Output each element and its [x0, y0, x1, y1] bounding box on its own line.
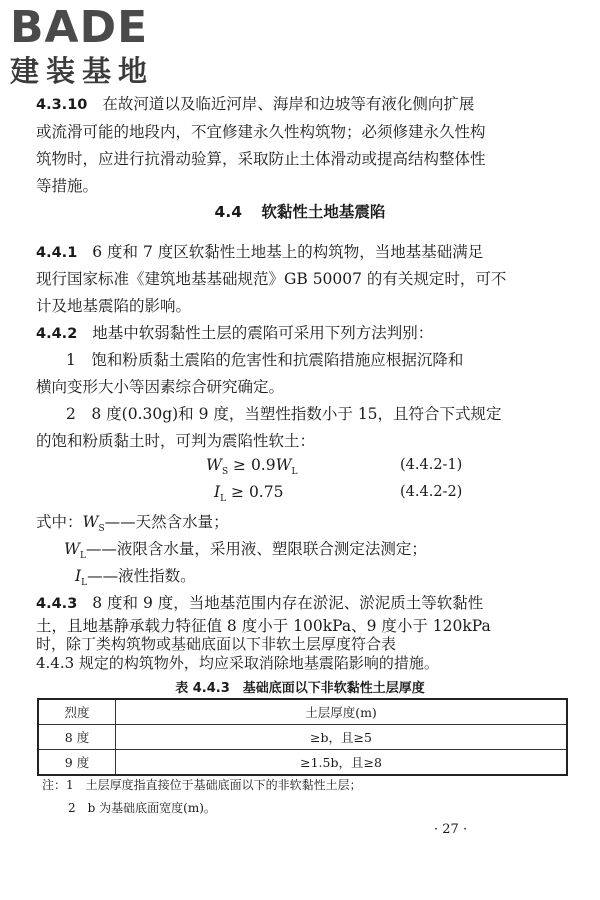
- table-cell: ≥1.5b，且≥8: [116, 750, 568, 776]
- table-row: [38, 750, 567, 776]
- bade-logo: [10, 4, 175, 88]
- clause-text-line: 6 度和 7 度区软黏性土地基上的构筑物，当地基基础满足: [92, 243, 484, 261]
- definition-text: ——液限含水量，采用液、塑限联合测定法测定；: [85, 540, 427, 558]
- clause-text-line: 时，除丁类构筑物或基础底面以下非软土层厚度符合表: [36, 635, 397, 653]
- table-header-row: [38, 699, 567, 725]
- clause-text-line: 或流滑可能的地段内，不宜修建永久性构筑物；必须修建永久性构: [36, 123, 486, 141]
- equation-number: (4.4.2-1): [400, 457, 463, 473]
- item-1-line: 1 饱和粉质黏土震陷的危害性和抗震陷措施应根据沉降和: [66, 351, 464, 369]
- equation-number: (4.4.2-2): [400, 484, 463, 500]
- table-note: 2 b 为基础底面宽度(m)。: [68, 801, 216, 815]
- equation-4-4-2-1: $W_S \ge 0.9W_L$: [206, 456, 298, 478]
- table-cell: 9 度: [38, 750, 116, 776]
- equation-4-4-2-2: $I_L \ge 0.75$: [214, 483, 284, 505]
- table-header-cell: 土层厚度(m): [116, 699, 568, 725]
- section-title-text: 软黏性土地基震陷: [261, 203, 386, 221]
- table-note: 注：1 土层厚度指直接位于基础底面以下的非软黏性土层；: [42, 778, 362, 792]
- table-cell: ≥b，且≥5: [116, 725, 568, 750]
- clause-text-line: 4.4.3 规定的构筑物外，均应采取消除地基震陷影响的措施。: [36, 654, 439, 672]
- item-2-line: 的饱和粉质黏土时，可判为震陷性软土：: [36, 432, 316, 450]
- clause-number: 4.4.2: [36, 326, 78, 342]
- clause-text-line: 土，且地基静承载力特征值 8 度小于 100kPa、9 度小于 120kPa: [36, 617, 491, 635]
- clause-text-line: 计及地基震陷的影响。: [36, 297, 192, 315]
- clause-number: 4.4.1: [36, 245, 78, 261]
- section-title: [0, 200, 600, 222]
- clause-text-line: 8 度和 9 度，当地基范围内存在淤泥、淤泥质土等软黏性: [92, 594, 484, 612]
- item-1-line: 横向变形大小等因素综合研究确定。: [36, 378, 285, 396]
- table-cell: 8 度: [38, 725, 116, 750]
- logo-wordmark: BADE: [10, 2, 149, 53]
- table-row: [38, 725, 567, 750]
- thickness-table: [37, 698, 568, 776]
- where-label: 式中：: [36, 513, 83, 531]
- logo-subtitle: 建装基地: [10, 54, 155, 88]
- clause-text-line: 现行国家标准《建筑地基基础规范》GB 50007 的有关规定时，可不: [36, 270, 507, 288]
- definition-text: ——天然含水量；: [104, 513, 229, 531]
- table-header-cell: 烈度: [38, 699, 116, 725]
- clause-text-line: 在故河道以及临近河岸、海岸和边坡等有液化侧向扩展: [102, 95, 475, 113]
- item-2-line: 2 8 度(0.30g)和 9 度，当塑性指数小于 15，且符合下式规定: [66, 405, 502, 423]
- definition-text: ——液性指数。: [87, 567, 196, 585]
- clause-text-line: 等措施。: [36, 177, 99, 195]
- clause-text-line: 筑物时，应进行抗滑动验算，采取防止土体滑动或提高结构整体性: [36, 150, 486, 168]
- table-caption: 表 4.4.3 基础底面以下非软黏性土层厚度: [175, 681, 425, 696]
- page-number: · 27 ·: [434, 822, 468, 837]
- definition-line: $I_L——$液性指数。: [75, 567, 196, 589]
- section-number: 4.4: [214, 203, 243, 221]
- where-line: 式中：$W_S——$天然含水量；: [36, 513, 229, 535]
- definition-line: $W_L——$液限含水量，采用液、塑限联合测定法测定；: [64, 540, 427, 562]
- clause-text-line: 地基中软弱黏性土层的震陷可采用下列方法判别：: [92, 324, 434, 342]
- clause-number: 4.3.10: [36, 97, 88, 113]
- clause-number: 4.4.3: [36, 596, 78, 612]
